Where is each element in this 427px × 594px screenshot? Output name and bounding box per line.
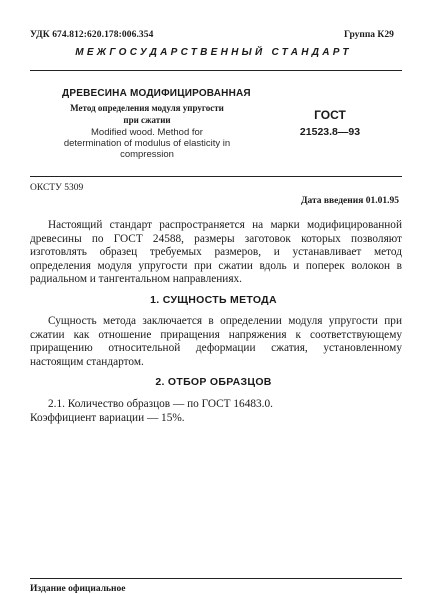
title-divider (30, 176, 402, 177)
udk-code: УДК 674.812:620.178:006.354 (30, 30, 154, 40)
section-heading-1: 1. СУЩНОСТЬ МЕТОДА (150, 294, 277, 306)
title-english: Modified wood. Method for determination of modulus of elasticity in compression (63, 127, 231, 160)
okstu-code: ОКСТУ 5309 (30, 183, 84, 193)
gost-label: ГОСТ (314, 108, 346, 122)
subtitle-russian: Метод определения модуля упругости при сжатии (70, 103, 224, 125)
section-heading-2: 2. ОТБОР ОБРАЗЦОВ (155, 376, 272, 388)
gost-number: 21523.8—93 (299, 126, 361, 138)
intro-paragraph: Настоящий стандарт распространяется на марки модифицированной древесины по ГОСТ 24588, размеры заготовок которых позволяют изготовлять образец требуемых размеров, и устанавливает метод определения модуля упругости при сжатии вдоль и поперек волокон в радиальном и тангентальном направлениях. (30, 219, 402, 285)
official-edition-label: Издание официальное (30, 584, 126, 594)
group-code: Группа К29 (344, 30, 394, 40)
title-russian: ДРЕВЕСИНА МОДИФИЦИРОВАННАЯ (62, 88, 251, 99)
top-divider (30, 70, 402, 71)
section-2-line-1: 2.1. Количество образцов — по ГОСТ 16483.0. (48, 398, 273, 410)
section-2-line-2: Коэффициент вариации — 15%. (30, 412, 185, 424)
standard-type-heading: МЕЖГОСУДАРСТВЕННЫЙ СТАНДАРТ (75, 47, 352, 58)
footer-divider (30, 578, 402, 579)
section-1-body: Сущность метода заключается в определении модуля упругости при сжатии как отношение приращения напряжения к соответствующему приращению относительной деформации сжатия, установленному настоящим стандартом. (30, 315, 402, 368)
date-introduction: Дата введения 01.01.95 (300, 196, 399, 206)
